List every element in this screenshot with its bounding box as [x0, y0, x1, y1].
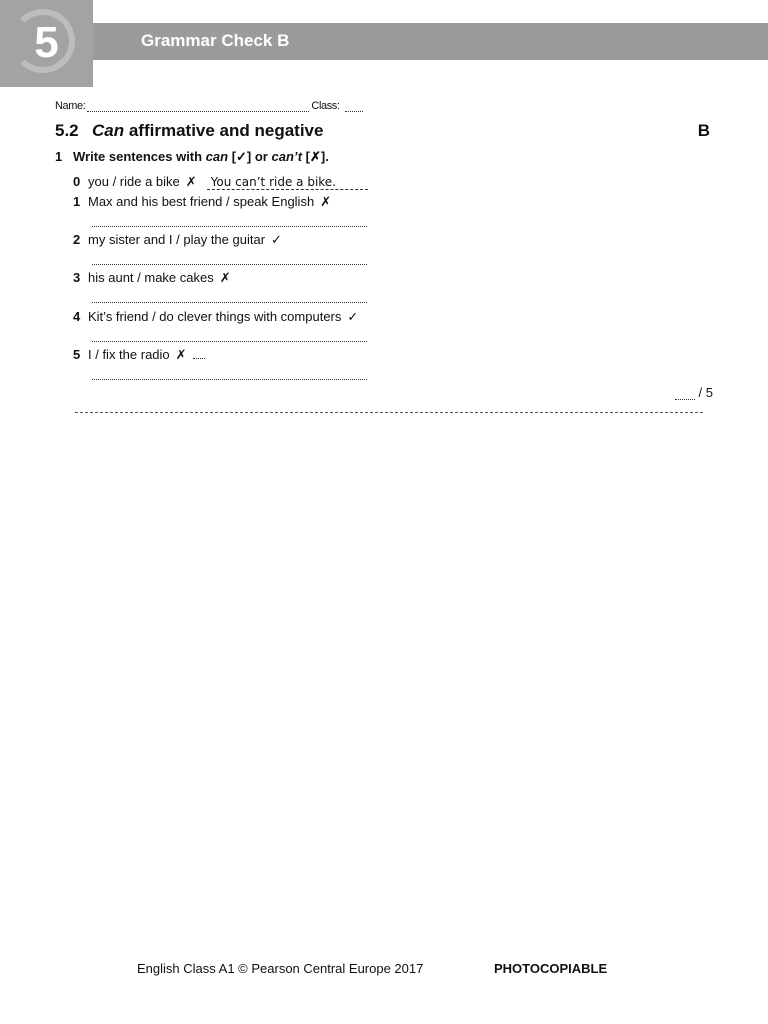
cross-icon: ✗	[175, 347, 187, 362]
item-prompt-text: you / ride a bike	[88, 174, 180, 189]
class-field[interactable]	[345, 101, 363, 112]
section-number: 5.2	[55, 121, 79, 140]
section-title-rest: affirmative and negative	[124, 121, 324, 140]
instruction-part-c: [✗].	[302, 149, 329, 164]
item-prompt	[88, 174, 368, 190]
item-prompt-text: Max and his best friend / speak English	[88, 194, 315, 209]
name-class-line	[55, 100, 365, 112]
item-prompt-text: my sister and I / play the guitar	[88, 232, 266, 247]
answer-line-4[interactable]	[92, 341, 367, 342]
score-field[interactable]	[675, 387, 695, 400]
example-answer: You can’t ride a bike.	[207, 175, 368, 190]
instruction-can: can	[205, 149, 229, 164]
instruction-text	[73, 149, 329, 165]
item-number: 0	[73, 174, 81, 189]
item-number: 5	[73, 347, 81, 362]
unit-number: 5	[34, 18, 59, 67]
answer-line-3[interactable]	[92, 302, 367, 303]
item-prompt-text: I / fix the radio	[88, 347, 170, 362]
item-prompt	[88, 347, 205, 363]
section-heading	[55, 121, 710, 143]
item-number: 2	[73, 232, 81, 247]
header-title: Grammar Check B	[141, 31, 290, 50]
item-prompt-text: his aunt / make cakes	[88, 270, 214, 285]
item-prompt	[88, 194, 331, 210]
score-total: / 5	[698, 385, 713, 400]
instruction-part-a: Write sentences with	[73, 149, 206, 164]
instruction-cant: can’t	[271, 149, 303, 164]
check-icon: ✓	[271, 232, 282, 247]
cross-icon: ✗	[219, 270, 231, 285]
item-number: 1	[73, 194, 81, 209]
name-field[interactable]	[87, 101, 309, 112]
item-prompt	[88, 309, 358, 325]
score-box	[675, 385, 713, 400]
item-number: 3	[73, 270, 81, 285]
check-icon: ✓	[347, 309, 359, 324]
answer-line-2[interactable]	[92, 264, 367, 265]
section-title-italic: Can	[92, 121, 125, 140]
cross-icon: ✗	[185, 174, 197, 189]
answer-line-1[interactable]	[92, 226, 367, 227]
footer-photocopiable: PHOTOCOPIABLE	[494, 961, 608, 976]
version-letter: B	[697, 121, 710, 140]
section-divider	[75, 412, 703, 413]
section-title	[92, 121, 323, 141]
answer-start-blank[interactable]	[193, 348, 205, 359]
cross-icon: ✗	[320, 194, 332, 209]
item-prompt-text: Kit’s friend / do clever things with computers	[88, 309, 342, 324]
footer-copyright: English Class A1 © Pearson Central Europe 2017	[137, 961, 424, 976]
answer-line-5[interactable]	[92, 379, 367, 380]
name-label: Name:	[55, 100, 86, 112]
header-bar	[93, 23, 768, 60]
item-prompt	[88, 270, 231, 286]
class-label: Class:	[311, 100, 340, 112]
exercise-number: 1	[55, 149, 63, 164]
instruction-part-b: [✓] or	[228, 149, 272, 164]
item-prompt	[88, 232, 282, 248]
item-number: 4	[73, 309, 81, 324]
unit-badge	[0, 0, 93, 87]
